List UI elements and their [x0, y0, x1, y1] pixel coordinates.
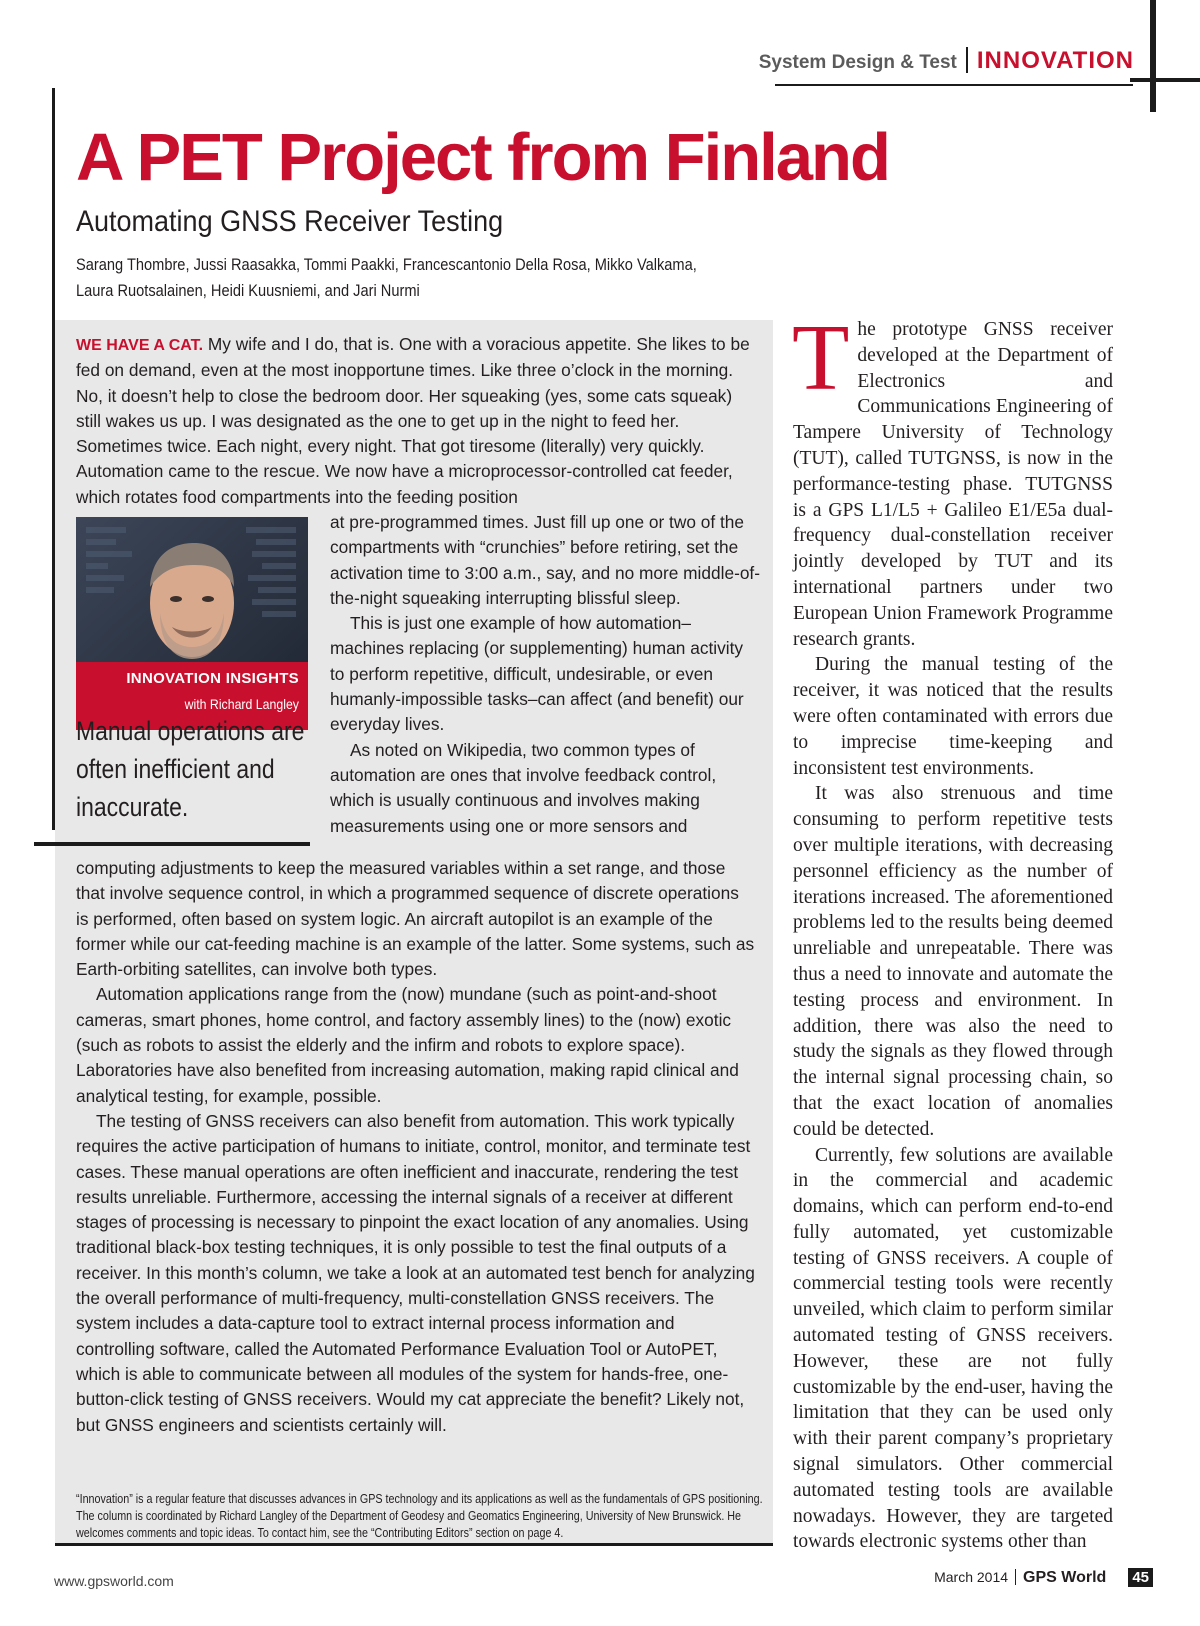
- section-name: System Design & Test: [758, 52, 957, 73]
- sidebar-middle-text: [330, 510, 760, 839]
- box-bottom-rule: [55, 1543, 773, 1546]
- section-tag-underline: [775, 84, 1133, 86]
- body-paragraph: It was also strenuous and time consuming to perform repetitive tests over multiple iterations, with decreasing personnel efficiency as the number of iterations increased. The aforementioned problems led to the results being deemed unreliable and unrepeatable. There was thus a need to innovate and automate the testing process and environment. In addition, there was also the need to study the signals as they flowed through the internal signal processing chain, so that the exact location of anomalies could be detected.: [793, 783, 1113, 1140]
- footer-separator: [1015, 1569, 1016, 1585]
- body-paragraph: Currently, few solutions are available in the commercial and academic domains, which can perform end-to-end fully automated, yet customizable testing of GNSS receivers. A couple of commercial testing tools were recently unveiled, which claim to perform similar automated testing of GNSS receivers. However, these are not fully customizable by the end-user, having the limitation that they can be used only with their parent company’s proprietary signal simulators. Other commercial automated testing tools are available nowadays. However, they are targeted towards electronic systems other than: [793, 1144, 1113, 1553]
- footer-info: [934, 1568, 1153, 1587]
- sidebar-intro: [76, 332, 756, 510]
- sidebar-bottom-text: [76, 856, 756, 1438]
- lead-in: WE HAVE A CAT.: [76, 337, 204, 354]
- sidebar-paragraph: This is just one example of how automation–machines replacing (or supplementing) human activity to perform repetitive, difficult, undesirable, or even humanly-impossible tasks–can affect (and benefit) our everyday lives.: [330, 613, 744, 735]
- section-tag: [759, 47, 1134, 75]
- column-name: INNOVATION: [976, 47, 1134, 74]
- sidebar-paragraph: computing adjustments to keep the measured variables within a set range, and those that involve sequence control, in which a programmed sequence of discrete operations is performed, often based on system logic. An aircraft autopilot is an example of the former while our cat-feeding machine is an example of the latter. Some systems, such as Earth-orbiting satellites, can involve both types.: [76, 858, 755, 980]
- authors-line-1: Sarang Thombre, Jussi Raasakka, Tommi Paakki, Francescantonio Della Rosa, Mikko Valkama,: [76, 255, 697, 274]
- sidebar-paragraph: Automation applications range from the (now) mundane (such as point-and-shoot cameras, smart phones, home control, and factory assembly lines) to the (now) exotic (such as robots to assist the elderly and the infirm and robots to explore space). Laboratories have also benefited from increasing automation, making rapid clinical and analytical testing, for example, possible.: [76, 984, 739, 1106]
- sidebar-paragraph: As noted on Wikipedia, two common types of automation are ones that involve feedback control, which is usually continuous and involves making measurements using one or more sensors and: [330, 739, 717, 836]
- body-paragraph: he prototype GNSS receiver developed at the Department of Electronics and Communications Engineering of Tampere University of Technology (TUT), called TUTGNSS, is now in the performance-testing phase. TUTGNSS is a GPS L1/L5 + Galileo E1/E5a dual-frequency dual-constellation receiver jointly developed by TUT and its international partners under two European Union Framework Programme research grants.: [793, 319, 1113, 650]
- sidebar-paragraph: The testing of GNSS receivers can also benefit from automation. This work typically requires the active participation of humans to initiate, control, monitor, and terminate test cases. These manual operations are often inefficient and inaccurate, rendering the test results unreliable. Furthermore, accessing the internal signals of a receiver at different stages of processing is necessary to pinpoint the exact location of any anomalies. Using traditional black-box testing techniques, it is only possible to test the final outputs of a receiver. In this month’s column, we take a look at an automated test bench for analyzing the overall performance of multi-frequency, multi-constellation GNSS receivers. The system includes a data-capture tool to extract internal process information and controlling software, called the Automated Performance Evaluation Tool or AutoPET, which is able to communicate between all modules of the system for hands-free, one-button-click testing of GNSS receivers. Would my cat appreciate the benefit? Likely not, but GNSS engineers and scientists certainly will.: [76, 1110, 755, 1435]
- article-body-column: [792, 306, 1113, 1555]
- article-authors: [76, 252, 730, 304]
- body-paragraph: During the manual testing of the receiver, it was noticed that the results were often contaminated with errors due to imprecise time-keeping and inconsistent test environments.: [793, 654, 1113, 779]
- magazine-name: GPS World: [1023, 1569, 1107, 1586]
- drop-cap: T: [792, 306, 850, 410]
- article-title: A PET Project from Finland: [76, 120, 889, 195]
- page-number: 45: [1128, 1568, 1153, 1587]
- article-subtitle: Automating GNSS Receiver Testing: [76, 205, 504, 238]
- section-separator: [966, 47, 968, 73]
- intro-text: My wife and I do, that is. One with a voracious appetite. She likes to be fed on demand, even at the most inopportune times. Like three o’clock in the morning. No, it doesn’t help to close the bedroom door. Her squeaking (yes, some cats squeak) still wakes us up. I was designated as the one to get up in the night to feed her. Sometimes twice. Each night, every night. That got tiresome (literally) very quickly. Automation came to the rescue. We now have a microprocessor-controlled cat feeder, which rotates food compartments into the feeding position: [76, 334, 750, 507]
- header-crop-mark: [1130, 78, 1200, 82]
- insights-byline: with Richard Langley: [184, 696, 299, 712]
- issue-date: March 2014: [934, 1569, 1009, 1585]
- pull-quote-rule: [34, 842, 310, 846]
- innovation-footnote: “Innovation” is a regular feature that discusses advances in GPS technology and its applications as well as the fundamentals of GPS positioning. The column is coordinated by Richard Langley of the Department of Geodesy and Geomatics Engineering, University of New Brunswick. He welcomes comments and topic ideas. To contact him, see the “Contributing Editors” section on page 4.: [76, 1492, 763, 1540]
- pull-quote: Manual operations are often inefficient and inaccurate.: [76, 716, 305, 822]
- sidebar-paragraph: at pre-programmed times. Just fill up one or two of the compartments with “crunchies” before retiring, set the activation time to 3:00 a.m., say, and no more middle-of-the-night squeaking interrupting blissful sleep.: [330, 512, 760, 608]
- footer-url[interactable]: www.gpsworld.com: [54, 1573, 174, 1589]
- authors-line-2: Laura Ruotsalainen, Heidi Kuusniemi, and Jari Nurmi: [76, 281, 420, 300]
- header-vertical-rule: [1150, 0, 1156, 112]
- insights-title: INNOVATION INSIGHTS: [126, 670, 299, 687]
